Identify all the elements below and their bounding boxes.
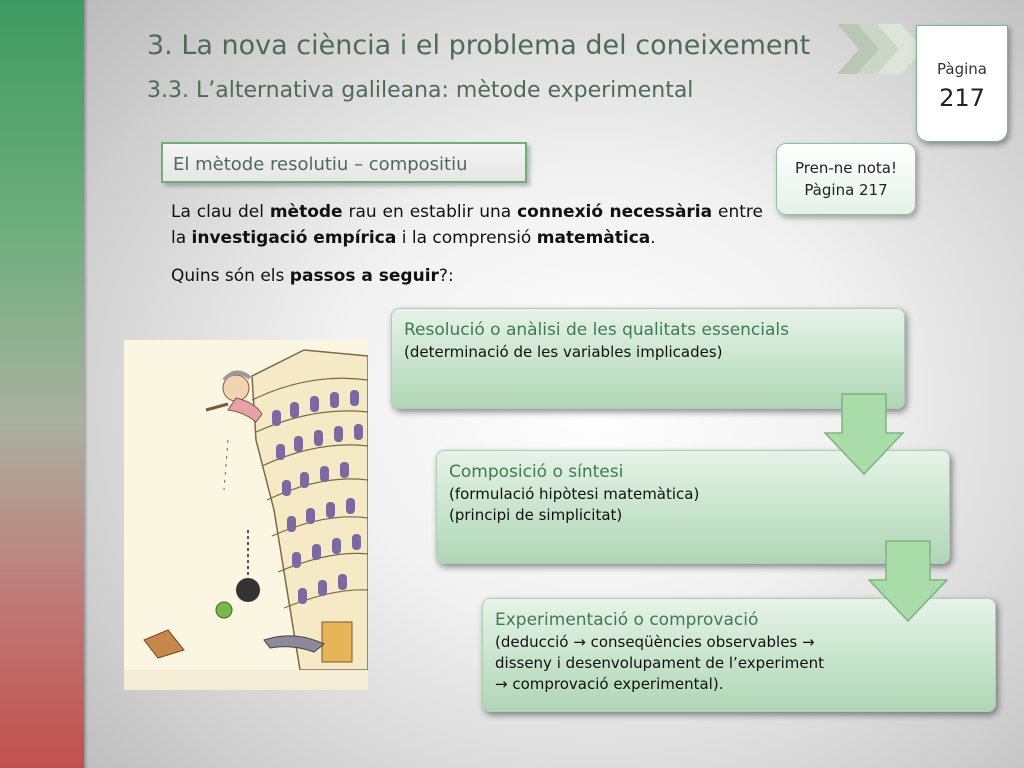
step-title: Composició o síntesi (449, 462, 624, 482)
intro-bold-connexio: connexió necessària (517, 202, 713, 222)
intro-text: entre la (171, 202, 763, 248)
left-decorative-bar (0, 0, 84, 768)
step-detail: (deducció → conseqüències observables → (495, 633, 815, 651)
question-text: Quins són els (171, 266, 290, 286)
step-detail: disseny i desenvolupament de l’experiment (495, 654, 824, 672)
chevrons-right-icon (835, 22, 925, 76)
method-heading-box: El mètode resolutiu – compositiu (161, 142, 527, 183)
arrow-down-icon (868, 540, 948, 622)
intro-bold-matematica: matemàtica (536, 228, 651, 248)
slide-subtitle: 3.3. L’alternativa galileana: mètode experimental (147, 78, 694, 103)
intro-text: rau en establir una (342, 202, 518, 222)
page-number: 217 (939, 84, 985, 112)
intro-text: . (650, 228, 656, 248)
note-button[interactable] (776, 143, 916, 215)
page-tab (916, 25, 1008, 142)
note-line-1: Pren-ne nota! (794, 159, 898, 177)
note-line-2: Pàgina 217 (804, 181, 888, 199)
question-text: ?: (438, 266, 454, 286)
galileo-tower-illustration (124, 340, 368, 690)
intro-bold-metode: mètode (269, 202, 343, 222)
step-title: Resolució o anàlisi de les qualitats essencials (404, 320, 789, 340)
intro-bold-investigacio: investigació empírica (191, 228, 397, 248)
slide-title: 3. La nova ciència i el problema del coneixement (147, 30, 811, 61)
intro-text: i la comprensió (396, 228, 537, 248)
question-paragraph (171, 263, 763, 289)
step-detail: → comprovació experimental). (495, 675, 724, 693)
intro-text: La clau del (171, 202, 270, 222)
step-title: Experimentació o comprovació (495, 610, 759, 630)
intro-paragraph (171, 199, 763, 251)
question-bold-passos: passos a seguir (289, 266, 439, 286)
page-label: Pàgina (937, 60, 987, 78)
arrow-down-icon (824, 393, 904, 475)
step-detail: (determinació de les variables implicades) (404, 343, 723, 361)
step-detail: (formulació hipòtesi matemàtica) (449, 485, 700, 503)
step-detail: (principi de simplicitat) (449, 506, 623, 524)
